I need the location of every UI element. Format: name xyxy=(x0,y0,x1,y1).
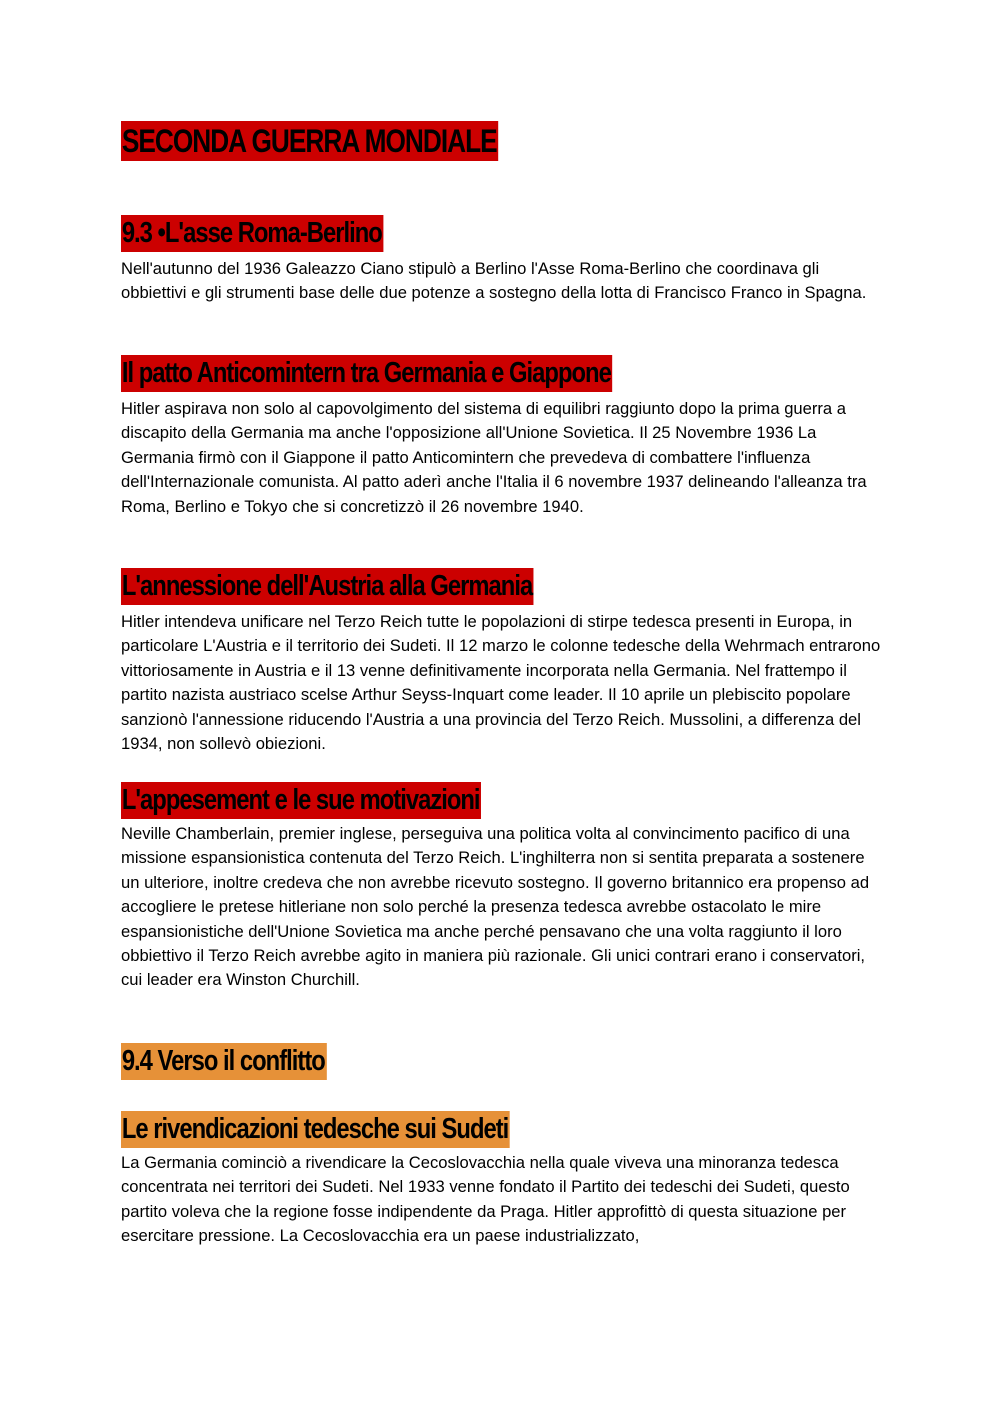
section-heading-verso-il-conflitto: 9.4 Verso il conflitto xyxy=(121,1043,326,1080)
document-title: SECONDA GUERRA MONDIALE xyxy=(121,123,497,159)
section-text-annessione-austria: Hitler intendeva unificare nel Terzo Reich tutte le popolazioni di stirpe tedesca presenti in Europa, in particolare L'Austria e il territorio dei Sudeti. Il 12 marzo le colonne tedesche della Wehrmach entrarono vittoriosamente in Austria e il 13 venne definitivamente incorporata nella Germania. Nel frattempo il partito nazista austriaco scelse Arthur Seyss-Inquart come leader. Il 10 aprile un plebiscito popolare sanzionò l'annessione riducendo l'Austria a una provincia del Terzo Reich. Mussolini, a differenza del 1934, non sollevò obiezioni. xyxy=(121,612,881,754)
section-heading-patto-anticomintern: Il patto Anticomintern tra Germania e Giappone xyxy=(121,355,612,392)
section-text-asse-roma-berlino: Nell'autunno del 1936 Galeazzo Ciano stipulò a Berlino l'Asse Roma-Berlino che coordinava gli obbiettivi e gli strumenti base delle due potenze a sostegno della lotta di Francisco Franco in Spagna. xyxy=(121,259,867,303)
section-text-appesement: Neville Chamberlain, premier inglese, perseguiva una politica volta al convincimento pacifico di una missione espansionistica contenuta del Terzo Reich. L'inghilterra non si sentita preparata a sostenere un ulteriore, inoltre credeva che non avrebbe ricevuto sostegno. Il governo britannico era propenso ad accogliere le pretese hitleriane non solo perché la presenza tedesca avrebbe ostacolato le mire espansionistiche dell'Unione Sovietica ma anche perché pensavano che una volta raggiunto il loro obbiettivo il Terzo Reich avrebbe agito in maniera più razionale. Gli unici contrari erano i conservatori, cui leader era Winston Churchill. xyxy=(121,824,870,990)
section-heading-annessione-austria: L'annessione dell'Austria alla Germania xyxy=(121,568,534,605)
section-heading-rivendicazioni-sudeti: Le rivendicazioni tedesche sui Sudeti xyxy=(121,1111,510,1148)
section-text-rivendicazioni-sudeti: La Germania cominciò a rivendicare la Cecoslovacchia nella quale viveva una minoranza tedesca concentrata nei territori dei Sudeti. Nel 1933 venne fondato il Partito dei tedeschi dei Sudeti, questo partito voleva che la regione fosse indipendente da Praga. Hitler approfittò di questa situazione per esercitare pressione. La Cecoslovacchia era un paese industrializzato, xyxy=(121,1153,850,1246)
section-heading-appesement: L'appesement e le sue motivazioni xyxy=(121,782,481,819)
section-text-patto-anticomintern: Hitler aspirava non solo al capovolgimento del sistema di equilibri raggiunto dopo la prima guerra a discapito della Germania ma anche l'opposizione all'Unione Sovietica. Il 25 Novembre 1936 La Germania firmò con il Giappone il patto Anticomintern che prevedeva di combattere l'influenza dell'Internazionale comunista. Al patto aderì anche l'Italia il 6 novembre 1937 delineando l'alleanza tra Roma, Berlino e Tokyo che si concretizzò il 26 novembre 1940. xyxy=(121,399,867,516)
section-heading-asse-roma-berlino: 9.3 •L'asse Roma-Berlino xyxy=(121,215,383,252)
